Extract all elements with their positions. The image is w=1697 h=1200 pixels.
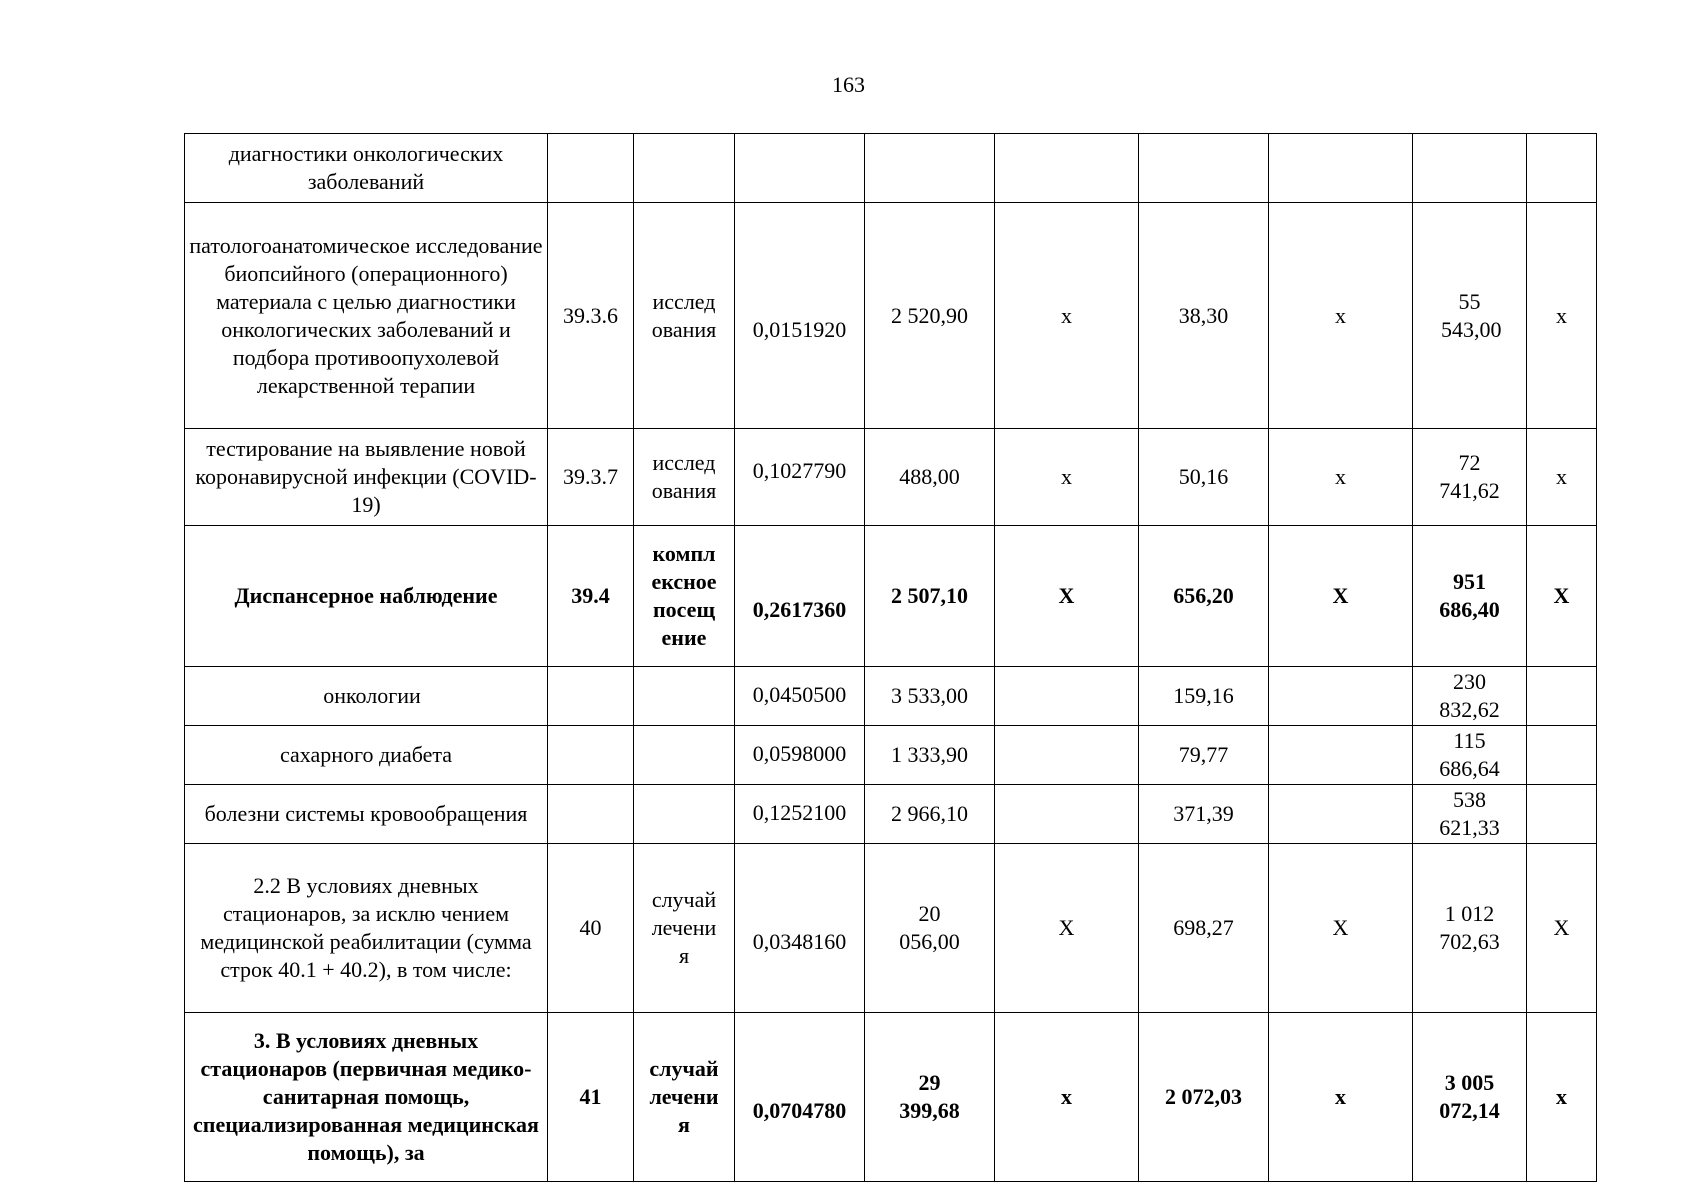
row-x3: х	[1527, 429, 1597, 526]
row-x1	[995, 134, 1139, 203]
table-row	[185, 667, 1597, 726]
row-x1: х	[995, 429, 1139, 526]
row-total: 1 012 702,63	[1413, 844, 1527, 1013]
table-row	[185, 844, 1597, 1013]
row-unit: исслед ования	[634, 203, 735, 429]
row-name: тестирование на выявление новой коронавирусной инфекции (COVID-19)	[185, 429, 548, 526]
row-name: 3. В условиях дневных стационаров (первичная медико-санитарная помощь, специализированная медицинская помощь), за	[185, 1013, 548, 1182]
row-x1	[995, 726, 1139, 785]
row-cost: 3 533,00	[865, 667, 995, 726]
row-name: Диспансерное наблюдение	[185, 526, 548, 667]
table-row	[185, 203, 1597, 429]
row-per-capita: 38,30	[1139, 203, 1269, 429]
row-x2: Х	[1269, 526, 1413, 667]
row-cost: 20 056,00	[865, 844, 995, 1013]
row-cost: 488,00	[865, 429, 995, 526]
row-x2	[1269, 667, 1413, 726]
row-per-capita: 698,27	[1139, 844, 1269, 1013]
table-row	[185, 785, 1597, 844]
row-code: 40	[548, 844, 634, 1013]
row-x1	[995, 785, 1139, 844]
row-cost: 2 966,10	[865, 785, 995, 844]
row-unit	[634, 785, 735, 844]
row-x1: Х	[995, 844, 1139, 1013]
row-x3: х	[1527, 203, 1597, 429]
row-norm: 0,2617360	[735, 526, 865, 667]
row-per-capita: 656,20	[1139, 526, 1269, 667]
row-code	[548, 667, 634, 726]
row-norm	[735, 134, 865, 203]
row-per-capita: 159,16	[1139, 667, 1269, 726]
row-code: 39.4	[548, 526, 634, 667]
row-total: 3 005 072,14	[1413, 1013, 1527, 1182]
row-x3	[1527, 667, 1597, 726]
row-x3	[1527, 785, 1597, 844]
row-total	[1413, 134, 1527, 203]
table-row	[185, 134, 1597, 203]
data-table	[184, 133, 1597, 1182]
row-cost: 2 507,10	[865, 526, 995, 667]
row-x2	[1269, 785, 1413, 844]
row-cost: 29 399,68	[865, 1013, 995, 1182]
row-total: 115 686,64	[1413, 726, 1527, 785]
row-per-capita: 79,77	[1139, 726, 1269, 785]
row-x2	[1269, 134, 1413, 203]
table-row	[185, 429, 1597, 526]
row-cost: 2 520,90	[865, 203, 995, 429]
row-total: 538 621,33	[1413, 785, 1527, 844]
row-x2: х	[1269, 203, 1413, 429]
row-total: 230 832,62	[1413, 667, 1527, 726]
row-total: 951 686,40	[1413, 526, 1527, 667]
row-norm: 0,0704780	[735, 1013, 865, 1182]
row-x2	[1269, 726, 1413, 785]
row-total: 72 741,62	[1413, 429, 1527, 526]
row-name: болезни системы кровообращения	[185, 785, 548, 844]
row-x2: х	[1269, 1013, 1413, 1182]
row-code	[548, 785, 634, 844]
row-per-capita: 371,39	[1139, 785, 1269, 844]
row-unit: случай лечени я	[634, 844, 735, 1013]
row-per-capita: 2 072,03	[1139, 1013, 1269, 1182]
row-name: патологоанатомическое исследование биопсийного (операционного) материала с целью диагностики онкологических заболеваний и подбора противоопухолевой лекарственной терапии	[185, 203, 548, 429]
row-unit	[634, 667, 735, 726]
row-total: 55 543,00	[1413, 203, 1527, 429]
row-norm: 0,0348160	[735, 844, 865, 1013]
row-x1: Х	[995, 526, 1139, 667]
row-unit: компл ексное посещ ение	[634, 526, 735, 667]
row-x1	[995, 667, 1139, 726]
row-code	[548, 134, 634, 203]
table-row	[185, 726, 1597, 785]
row-x3: Х	[1527, 526, 1597, 667]
row-cost: 1 333,90	[865, 726, 995, 785]
row-code: 41	[548, 1013, 634, 1182]
row-code	[548, 726, 634, 785]
row-x1: х	[995, 1013, 1139, 1182]
row-norm: 0,0598000	[735, 726, 865, 785]
row-name: 2.2 В условиях дневных стационаров, за исклю чением медицинской реабилитации (сумма строк 40.1 + 40.2), в том числе:	[185, 844, 548, 1013]
row-code: 39.3.6	[548, 203, 634, 429]
table-row	[185, 1013, 1597, 1182]
row-x2: х	[1269, 429, 1413, 526]
row-unit	[634, 134, 735, 203]
row-x3	[1527, 726, 1597, 785]
row-unit: исслед ования	[634, 429, 735, 526]
row-name: онкологии	[185, 667, 548, 726]
row-norm: 0,1252100	[735, 785, 865, 844]
row-x3	[1527, 134, 1597, 203]
row-per-capita: 50,16	[1139, 429, 1269, 526]
row-unit	[634, 726, 735, 785]
row-name: диагностики онкологических заболеваний	[185, 134, 548, 203]
row-x3: Х	[1527, 844, 1597, 1013]
row-cost	[865, 134, 995, 203]
row-name: сахарного диабета	[185, 726, 548, 785]
row-norm: 0,1027790	[735, 429, 865, 526]
page-number: 163	[832, 72, 865, 97]
row-per-capita	[1139, 134, 1269, 203]
row-code: 39.3.7	[548, 429, 634, 526]
row-x1: х	[995, 203, 1139, 429]
row-x2: Х	[1269, 844, 1413, 1013]
row-norm: 0,0151920	[735, 203, 865, 429]
row-x3: х	[1527, 1013, 1597, 1182]
row-norm: 0,0450500	[735, 667, 865, 726]
table-row	[185, 526, 1597, 667]
row-unit: случай лечени я	[634, 1013, 735, 1182]
